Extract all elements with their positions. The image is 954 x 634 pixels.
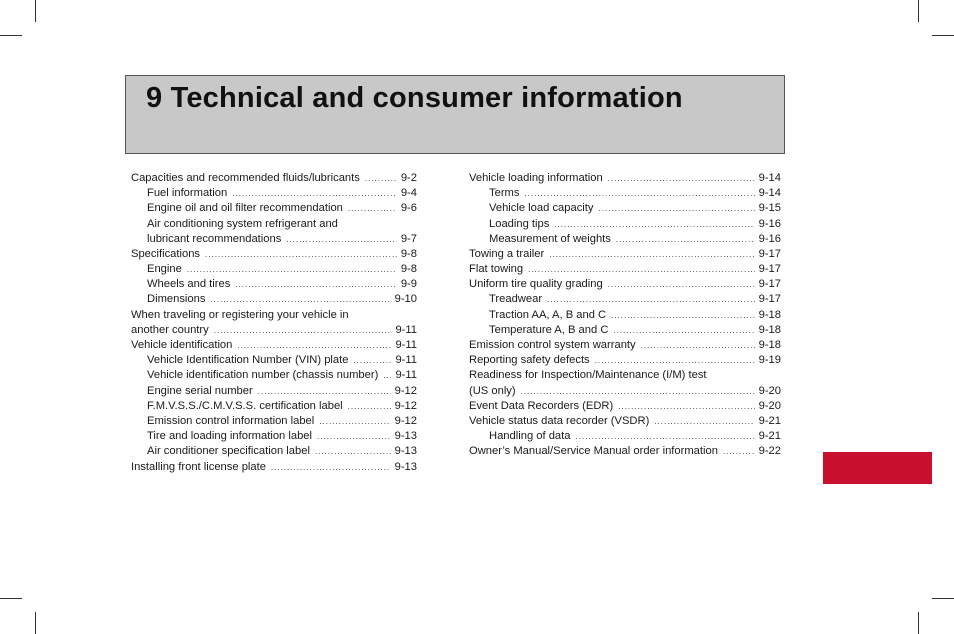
crop-mark — [932, 598, 954, 599]
toc-entry[interactable] — [469, 444, 781, 459]
toc-entry[interactable] — [131, 384, 417, 399]
toc-entry-label: lubricant recommendations — [147, 232, 282, 245]
dot-leader — [286, 232, 397, 247]
toc-entry[interactable] — [131, 399, 417, 414]
toc-entry-page: 9-13 — [394, 430, 417, 443]
dot-leader — [618, 399, 754, 414]
dot-leader — [613, 323, 754, 338]
dot-leader — [595, 353, 755, 368]
toc-entry[interactable] — [131, 232, 417, 247]
toc-entry[interactable] — [469, 201, 781, 216]
toc-entry-label: Towing a trailer — [469, 247, 545, 260]
toc-entry[interactable] — [469, 293, 781, 308]
toc-entry-label: Temperature A, B and C — [489, 323, 609, 336]
crop-mark — [0, 598, 22, 599]
toc-entry-page: 9-21 — [758, 430, 781, 443]
toc-entry[interactable] — [131, 186, 417, 201]
toc-entry[interactable] — [469, 384, 781, 399]
toc-entry-label: Dimensions — [147, 293, 206, 306]
toc-entry-label: Air conditioner specification label — [147, 445, 310, 458]
toc-entry-label: F.M.V.S.S./C.M.V.S.S. certification label — [147, 399, 343, 412]
toc-entry-label: Measurement of weights — [489, 232, 611, 245]
toc-entry-label: another country — [131, 323, 209, 336]
dot-leader — [348, 201, 397, 216]
toc-entry-label: Engine — [147, 263, 182, 276]
toc-entry-page: 9-11 — [395, 339, 417, 352]
toc-entry[interactable] — [131, 293, 417, 308]
toc-entry-line: Air conditioning system refrigerant and — [147, 217, 338, 230]
toc-entry[interactable] — [469, 414, 781, 429]
toc-entry-page: 9-14 — [758, 187, 781, 200]
dot-leader — [549, 247, 754, 262]
toc-entry-page: 9-12 — [394, 384, 417, 397]
toc-entry-page: 9-12 — [394, 414, 417, 427]
toc-entry-page: 9-6 — [400, 202, 417, 215]
toc-entry-label: Uniform tire quality grading — [469, 278, 603, 291]
dot-leader — [271, 460, 391, 475]
toc-entry[interactable] — [469, 399, 781, 414]
dot-leader — [317, 429, 391, 444]
toc-entry[interactable] — [469, 171, 781, 186]
toc-entry-label: Tire and loading information label — [147, 430, 313, 443]
toc-entry-page: 9-13 — [394, 445, 417, 458]
toc-entry-page: 9-8 — [400, 247, 417, 260]
dot-leader — [315, 444, 391, 459]
toc-entry-label: (US only) — [469, 384, 516, 397]
dot-leader — [616, 232, 755, 247]
toc-entry[interactable] — [469, 247, 781, 262]
toc-entry-label: Capacities and recommended fluids/lubricants — [131, 171, 360, 184]
toc-entry[interactable] — [131, 429, 417, 444]
toc-entry-page: 9-20 — [758, 399, 781, 412]
dot-leader — [232, 186, 397, 201]
toc-entry-page: 9-17 — [758, 293, 781, 306]
dot-leader — [235, 277, 397, 292]
dot-leader — [353, 353, 391, 368]
toc-entry[interactable] — [131, 277, 417, 292]
dot-leader — [554, 217, 754, 232]
dot-leader — [348, 399, 391, 414]
toc-entry[interactable] — [131, 353, 417, 368]
toc-entry-page: 9-20 — [758, 384, 781, 397]
toc-entry-label: Vehicle identification — [131, 339, 233, 352]
toc-entry-label: Specifications — [131, 247, 201, 260]
toc-entry-label: Handling of data — [489, 430, 571, 443]
toc-entry-line: Readiness for Inspection/Maintenance (I/M) test — [469, 369, 707, 382]
toc-entry-label: Event Data Recorders (EDR) — [469, 399, 614, 412]
chapter-title: 9 Technical and consumer information — [146, 82, 683, 114]
dot-leader — [524, 186, 754, 201]
dot-leader — [611, 308, 754, 323]
toc-entry[interactable] — [131, 444, 417, 459]
toc-entry-label: Vehicle status data recorder (VSDR) — [469, 414, 650, 427]
dot-leader — [654, 414, 754, 429]
dot-leader — [319, 414, 390, 429]
toc-entry-label: Vehicle identification number (chassis number) — [147, 369, 379, 382]
toc-entry-label: Wheels and tires — [147, 278, 231, 291]
toc-entry[interactable] — [131, 247, 417, 262]
toc-entry-page: 9-12 — [394, 399, 417, 412]
toc-entry-page: 9-2 — [400, 171, 417, 184]
dot-leader — [575, 429, 754, 444]
toc-entry-label: Engine serial number — [147, 384, 253, 397]
dot-leader — [723, 444, 755, 459]
crop-mark — [0, 35, 22, 36]
dot-leader — [383, 368, 391, 383]
toc-entry-page: 9-17 — [758, 247, 781, 260]
dot-leader — [205, 247, 397, 262]
crop-mark — [35, 612, 36, 634]
crop-mark — [932, 35, 954, 36]
toc-entry-label: Reporting safety defects — [469, 354, 590, 367]
toc-entry-page: 9-21 — [758, 414, 781, 427]
toc-entry[interactable] — [469, 353, 781, 368]
toc-entry[interactable] — [131, 201, 417, 216]
toc-entry[interactable] — [131, 171, 417, 186]
toc-entry-page: 9-22 — [758, 445, 781, 458]
toc-entry-page: 9-11 — [395, 323, 417, 336]
toc-entry-page: 9-15 — [758, 202, 781, 215]
chapter-tab-marker — [823, 452, 932, 484]
toc-entry-page: 9-13 — [394, 460, 417, 473]
dot-leader — [547, 293, 755, 308]
toc-entry[interactable] — [469, 277, 781, 292]
toc-entry-page: 9-19 — [758, 354, 781, 367]
chapter-header — [125, 75, 785, 154]
dot-leader — [214, 323, 392, 338]
toc-entry[interactable] — [469, 217, 781, 232]
toc-entry-label: Vehicle Identification Number (VIN) plate — [147, 354, 349, 367]
toc-entry-label: Installing front license plate — [131, 460, 266, 473]
toc-entry-label: Vehicle load capacity — [489, 202, 594, 215]
toc-entry[interactable] — [469, 323, 781, 338]
toc-column-right — [469, 171, 781, 460]
toc-entry[interactable] — [131, 414, 417, 429]
toc-column-left — [131, 171, 417, 475]
dot-leader — [210, 293, 390, 308]
toc-entry-page: 9-17 — [758, 278, 781, 291]
dot-leader — [608, 171, 755, 186]
toc-entry[interactable] — [469, 262, 781, 277]
crop-mark — [918, 612, 919, 634]
toc-entry-label: Emission control information label — [147, 414, 315, 427]
dot-leader — [608, 277, 755, 292]
toc-entry[interactable] — [469, 186, 781, 201]
toc-entry-page: 9-8 — [400, 263, 417, 276]
toc-entry-label: Treadwear — [489, 293, 543, 306]
toc-entry-page: 9-9 — [400, 278, 417, 291]
toc-entry[interactable] — [131, 338, 417, 353]
toc-entry[interactable] — [469, 338, 781, 353]
toc-entry-page: 9-11 — [395, 354, 417, 367]
toc-entry-label: Terms — [489, 187, 520, 200]
toc-entry-label: Loading tips — [489, 217, 550, 230]
toc-entry[interactable] — [469, 232, 781, 247]
toc-entry-label: Owner’s Manual/Service Manual order information — [469, 445, 718, 458]
toc-entry-page: 9-18 — [758, 323, 781, 336]
toc-entry-label: Emission control system warranty — [469, 339, 636, 352]
toc-entry-page: 9-17 — [758, 263, 781, 276]
toc-entry-line: When traveling or registering your vehicle in — [131, 308, 349, 321]
toc-entry-page: 9-16 — [758, 232, 781, 245]
toc-entry-page: 9-16 — [758, 217, 781, 230]
toc-entry-label: Vehicle loading information — [469, 171, 603, 184]
crop-mark — [918, 0, 919, 22]
toc-entry[interactable] — [469, 429, 781, 444]
toc-entry-label: Flat towing — [469, 263, 524, 276]
dot-leader — [187, 262, 397, 277]
dot-leader — [641, 338, 755, 353]
dot-leader — [528, 262, 754, 277]
toc-entry[interactable] — [131, 323, 417, 338]
toc-entry-page: 9-18 — [758, 308, 781, 321]
dot-leader — [365, 171, 397, 186]
toc-entry-label: Engine oil and oil filter recommendation — [147, 202, 343, 215]
toc-entry-page: 9-7 — [400, 232, 417, 245]
toc-entry[interactable] — [469, 308, 781, 323]
dot-leader — [237, 338, 391, 353]
toc-entry-page: 9-18 — [758, 339, 781, 352]
toc-entry[interactable] — [131, 368, 417, 383]
toc-entry-label: Fuel information — [147, 187, 228, 200]
toc-entry-page: 9-4 — [400, 187, 417, 200]
dot-leader — [598, 201, 754, 216]
dot-leader — [521, 384, 755, 399]
toc-entry-page: 9-10 — [394, 293, 417, 306]
dot-leader — [258, 384, 391, 399]
toc-entry-label: Traction AA, A, B and C — [489, 308, 607, 321]
toc-entry[interactable] — [131, 460, 417, 475]
toc-entry-page: 9-11 — [395, 369, 417, 382]
toc-entry-page: 9-14 — [758, 171, 781, 184]
crop-mark — [35, 0, 36, 22]
toc-entry[interactable] — [131, 262, 417, 277]
